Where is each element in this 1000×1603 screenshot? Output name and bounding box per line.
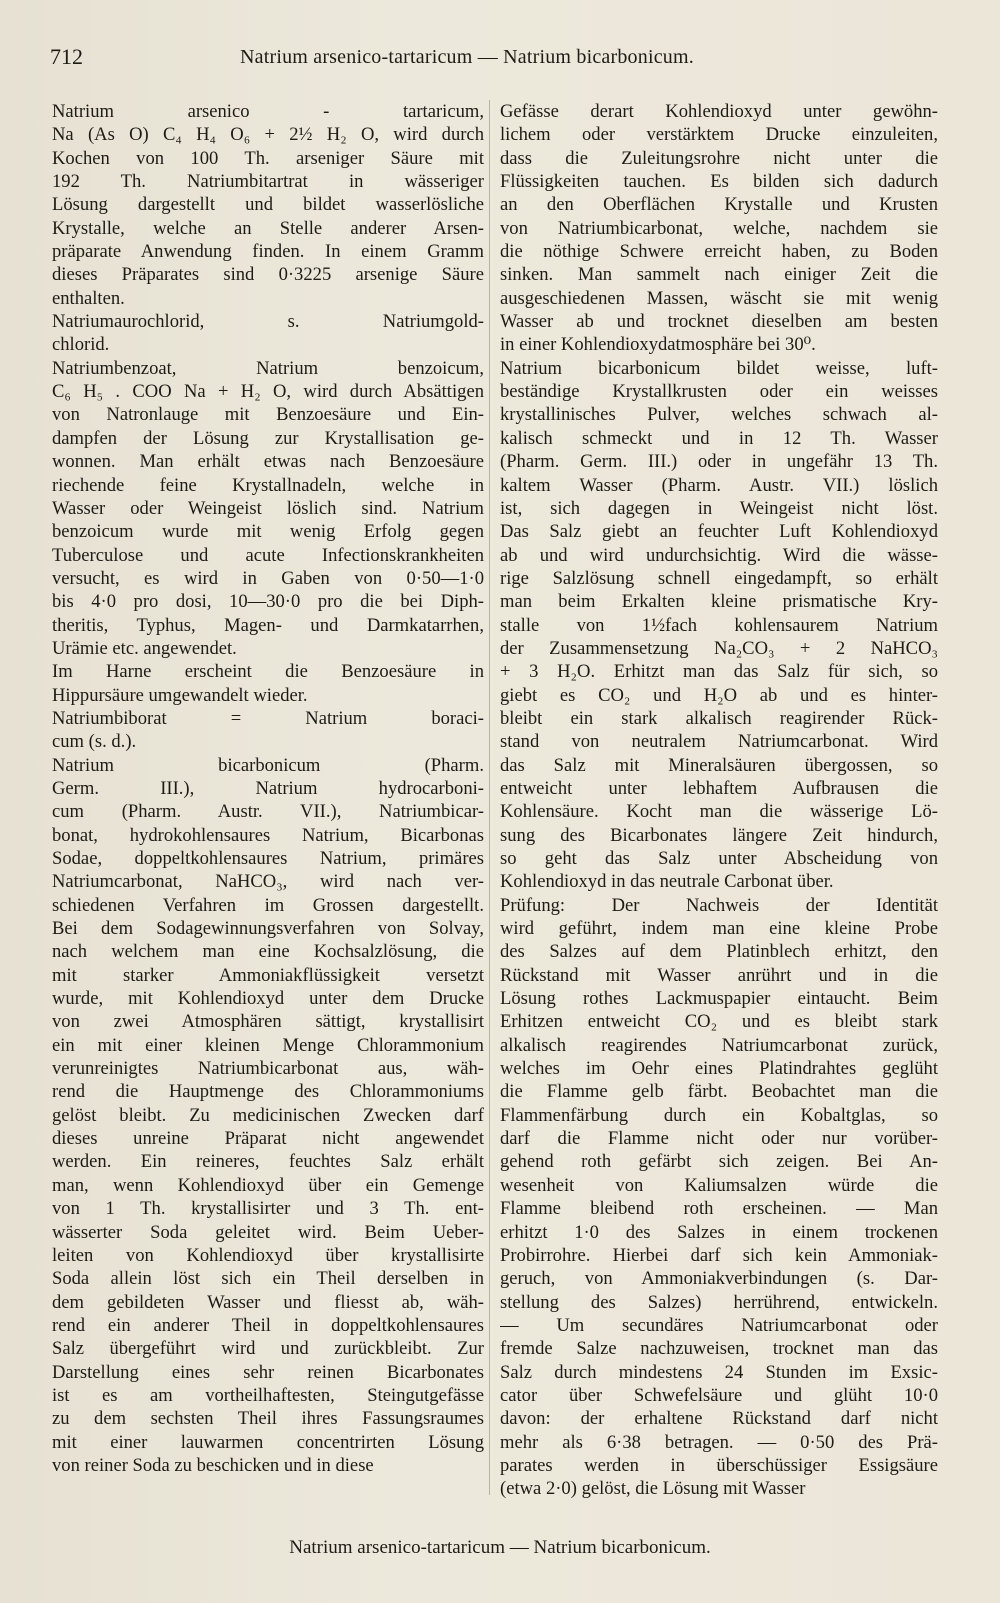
text-line: lichem oder verstärktem Drucke einzuleiten, — [500, 124, 938, 146]
text-line: versucht, es wird in Gaben von 0·50—1·0 — [52, 567, 484, 589]
text-line: man, wenn Kohlendioxyd über ein Gemenge — [52, 1174, 484, 1196]
text-line: schiedenen Verfahren im Grossen dargestellt. — [52, 894, 484, 916]
text-line: benzoicum wurde mit wenig Erfolg gegen — [52, 521, 484, 543]
page-number: 712 — [50, 44, 83, 69]
page-header — [50, 44, 960, 74]
text-line: von 1 Th. krystallisirter und 3 Th. ent- — [52, 1198, 484, 1220]
running-title: Natrium arsenico-tartaricum — Natrium bicarbonicum. — [240, 46, 694, 68]
text-line: Lösung dargestellt und bildet wasserlösliche — [52, 194, 484, 216]
text-line: wonnen. Man erhält etwas nach Benzoesäure — [52, 451, 484, 473]
text-line: stalle von 1½fach kohlensaurem Natrium — [500, 614, 938, 636]
text-line: 192 Th. Natriumbitartrat in wässeriger — [52, 171, 484, 193]
text-line: Natriumcarbonat, NaHCO₃, wird nach ver- — [52, 871, 484, 893]
text-line: chlorid. — [52, 334, 110, 356]
text-line: gelöst bleibt. Zu medicinischen Zwecken darf — [52, 1104, 484, 1126]
text-line: verunreinigtes Natriumbicarbonat aus, wäh- — [52, 1058, 484, 1080]
text-line: parates werden in überschüssiger Essigsäure — [500, 1454, 938, 1476]
text-line: stellung des Salzes) herrührend, entwickeln. — [500, 1291, 938, 1313]
text-line: Natriumbiborat = Natrium boraci- — [52, 707, 484, 729]
text-line: ein mit einer kleinen Menge Chlorammonium — [52, 1034, 484, 1056]
text-line: bleibt ein stark alkalisch reagirender Rück- — [500, 707, 938, 729]
text-line: cum (Pharm. Austr. VII.), Natriumbicar- — [52, 801, 484, 823]
text-line: riechende feine Krystallnadeln, welche in — [52, 474, 484, 496]
text-line: Natriumbenzoat, Natrium benzoicum, — [52, 357, 484, 379]
text-line: an den Oberflächen Krystalle und Krusten — [500, 194, 938, 216]
right-column — [500, 100, 938, 1501]
text-line: Salz durch mindestens 24 Stunden im Exsic- — [500, 1361, 938, 1383]
text-line: bis 4·0 pro dosi, 10—30·0 pro die bei Diph- — [52, 591, 484, 613]
text-line: Bei dem Sodagewinnungsverfahren von Solvay, — [52, 918, 484, 940]
text-line: Krystalle, welche an Stelle anderer Arsen- — [52, 217, 484, 239]
text-line: geruch, von Ammoniakverbindungen (s. Dar- — [500, 1268, 938, 1290]
text-line: cator über Schwefelsäure und glüht 10·0 — [500, 1384, 938, 1406]
text-line: von Natronlauge mit Benzoesäure und Ein- — [52, 404, 484, 426]
text-line: von reiner Soda zu beschicken und in diese — [52, 1454, 374, 1476]
text-line: Hippursäure umgewandelt wieder. — [52, 684, 308, 706]
text-line: kalisch schmeckt und in 12 Th. Wasser — [500, 427, 938, 449]
text-line: erhitzt 1·0 des Salzes in einem trockenen — [500, 1221, 938, 1243]
text-line: so geht das Salz unter Abscheidung von — [500, 848, 938, 869]
text-line: in einer Kohlendioxydatmosphäre bei 30⁰. — [500, 334, 816, 356]
text-line: beständige Krystallkrusten oder ein weisses — [500, 381, 938, 403]
text-line: Wasser oder Weingeist löslich sind. Natrium — [52, 497, 484, 519]
text-line: Flamme bleibend roth erscheinen. — Man — [500, 1198, 938, 1220]
text-line: wird geführt, indem man eine kleine Probe — [500, 918, 938, 940]
text-line: mehr als 6·38 betragen. — 0·50 des Prä- — [500, 1431, 938, 1453]
text-line: zu dem sechsten Theil ihres Fassungsraumes — [52, 1408, 484, 1430]
text-line: Kohlensäure. Kocht man die wässerige Lö- — [500, 801, 938, 823]
text-line: darf die Flamme nicht oder nur vorüber- — [500, 1128, 938, 1150]
text-line: Kochen von 100 Th. arseniger Säure mit — [52, 147, 484, 169]
text-line: Erhitzen entweicht CO₂ und es bleibt stark — [500, 1011, 938, 1033]
text-line: wässerter Soda geleitet wird. Beim Ueber- — [52, 1221, 484, 1243]
text-line: wesenheit von Kaliumsalzen würde die — [500, 1174, 938, 1196]
text-line: sinken. Man sammelt nach einiger Zeit die — [500, 264, 938, 286]
text-line: wurde, mit Kohlendioxyd unter dem Drucke — [52, 988, 484, 1010]
text-line: alkalisch reagirendes Natriumcarbonat zurück, — [500, 1034, 938, 1056]
text-line: bonat, hydrokohlensaures Natrium, Bicarbonas — [52, 824, 484, 846]
text-line: ab und wird undurchsichtig. Wird die wässe- — [500, 544, 938, 566]
text-line: der Zusammensetzung Na₂CO₃ + 2 NaHCO₃ — [500, 637, 938, 659]
text-line: Sodae, doppeltkohlensaures Natrium, primäres — [52, 848, 484, 869]
text-line: mit einer lauwarmen concentrirten Lösung — [52, 1431, 484, 1453]
text-line: mit starker Ammoniakflüssigkeit versetzt — [52, 964, 484, 986]
text-line: (etwa 2·0) gelöst, die Lösung mit Wasser — [500, 1478, 806, 1500]
text-line: davon: der erhaltene Rückstand darf nicht — [500, 1408, 938, 1430]
text-line: + 3 H₂O. Erhitzt man das Salz für sich, so — [500, 661, 938, 683]
text-line: Gefässe derart Kohlendioxyd unter gewöhn- — [500, 101, 938, 122]
running-footer: Natrium arsenico-tartaricum — Natrium bicarbonicum. — [289, 1537, 711, 1558]
text-line: ist, sich dagegen in Weingeist nicht löst. — [500, 497, 938, 519]
text-line: gehend roth gefärbt sich zeigen. Bei An- — [500, 1151, 938, 1173]
text-line: Das Salz giebt an feuchter Luft Kohlendioxyd — [500, 521, 938, 543]
text-line: (Pharm. Germ. III.) oder in ungefähr 13 Th. — [500, 451, 938, 473]
text-line: Salz übergeführt wird und zurückbleibt. Zur — [52, 1338, 484, 1360]
text-line: theritis, Typhus, Magen- und Darmkatarrhen, — [52, 614, 484, 636]
text-line: Wasser ab und trocknet dieselben am besten — [500, 311, 938, 333]
left-column — [52, 100, 484, 1477]
text-line: ausgeschiedenen Massen, wäscht sie mit wenig — [500, 287, 938, 309]
text-line: Natrium bicarbonicum bildet weisse, luft- — [500, 357, 938, 379]
text-line: Flüssigkeiten tauchen. Es bilden sich dadurch — [500, 171, 938, 193]
text-line: werden. Ein reineres, feuchtes Salz erhält — [52, 1151, 484, 1173]
text-line: Kohlendioxyd in das neutrale Carbonat über. — [500, 871, 834, 893]
text-line: des Salzes auf dem Platinblech erhitzt, den — [500, 941, 938, 963]
text-line: ist es am vortheilhaftesten, Steingutgefässe — [52, 1384, 484, 1406]
text-line: Probirrohre. Hierbei darf sich kein Ammoniak- — [500, 1244, 938, 1266]
text-line: — Um secundäres Natriumcarbonat oder — [500, 1314, 938, 1336]
text-line: Natrium bicarbonicum (Pharm. — [52, 754, 484, 776]
text-line: Natrium arsenico - tartaricum, — [52, 101, 484, 122]
text-line: Lösung rothes Lackmuspapier eintaucht. Beim — [500, 988, 938, 1010]
text-line: enthalten. — [52, 287, 125, 309]
column-divider — [489, 100, 490, 1495]
text-line: dem gebildeten Wasser und fliesst ab, wäh- — [52, 1291, 484, 1313]
text-line: krystallinisches Pulver, welches schwach al- — [500, 404, 938, 426]
text-line: Soda allein löst sich ein Theil derselben in — [52, 1268, 484, 1290]
text-line: Im Harne erscheint die Benzoesäure in — [52, 661, 484, 683]
text-line: rend die Hauptmenge des Chlorammoniums — [52, 1081, 484, 1103]
text-line: Germ. III.), Natrium hydrocarboni- — [52, 777, 484, 799]
text-line: Flammenfärbung durch ein Kobaltglas, so — [500, 1104, 938, 1126]
text-line: cum (s. d.). — [52, 731, 137, 753]
text-line: präparate Anwendung finden. In einem Gramm — [52, 241, 484, 263]
text-line: dieses Präparates sind 0·3225 arsenige Säure — [52, 264, 484, 286]
text-line: fremde Salze nachzuweisen, trocknet man das — [500, 1338, 938, 1360]
text-line: leiten von Kohlendioxyd über krystallisirte — [52, 1244, 484, 1266]
text-line: Rückstand mit Wasser anrührt und in die — [500, 964, 938, 986]
text-line: Prüfung: Der Nachweis der Identität — [500, 894, 938, 916]
text-line: kaltem Wasser (Pharm. Austr. VII.) löslich — [500, 474, 938, 496]
text-line: dieses unreine Präparat nicht angewendet — [52, 1128, 484, 1150]
text-line: giebt es CO₂ und H₂O ab und es hinter- — [500, 684, 938, 706]
text-line: dass die Zuleitungsrohre nicht unter die — [500, 147, 938, 169]
text-line: rend ein anderer Theil in doppeltkohlensaures — [52, 1314, 484, 1336]
text-line: von zwei Atmosphären sättigt, krystallisirt — [52, 1011, 484, 1033]
text-line: Tuberculose und acute Infectionskrankheiten — [52, 544, 484, 566]
text-line: die Flamme gelb färbt. Beobachtet man die — [500, 1081, 938, 1103]
text-line: sung des Bicarbonates längere Zeit hindurch, — [500, 824, 938, 846]
text-line: dampfen der Lösung zur Krystallisation ge- — [52, 427, 484, 449]
text-line: C₆ H₅ . COO Na + H₂ O, wird durch Absättigen — [52, 381, 484, 403]
text-line: welches im Oehr eines Platindrahtes geglüht — [500, 1058, 938, 1080]
text-line: Natriumaurochlorid, s. Natriumgold- — [52, 311, 484, 333]
text-line: Darstellung eines sehr reinen Bicarbonates — [52, 1361, 484, 1383]
text-line: Urämie etc. angewendet. — [52, 637, 237, 659]
text-line: nach welchem man eine Kochsalzlösung, die — [52, 941, 484, 963]
text-line: rige Salzlösung schnell eingedampft, so erhält — [500, 567, 938, 589]
text-line: Na (As O) C₄ H₄ O₆ + 2½ H₂ O, wird durch — [52, 124, 484, 146]
text-line: entweicht unter lebhaftem Aufbrausen die — [500, 777, 938, 799]
text-line: von Natriumbicarbonat, welche, nachdem sie — [500, 217, 938, 239]
text-line: man beim Erkalten kleine prismatische Kry- — [500, 591, 938, 613]
text-line: das Salz mit Mineralsäuren übergossen, so — [500, 754, 938, 776]
text-line: stand von neutralem Natriumcarbonat. Wird — [500, 731, 938, 753]
text-line: die nöthige Schwere erreicht haben, zu Boden — [500, 241, 938, 263]
